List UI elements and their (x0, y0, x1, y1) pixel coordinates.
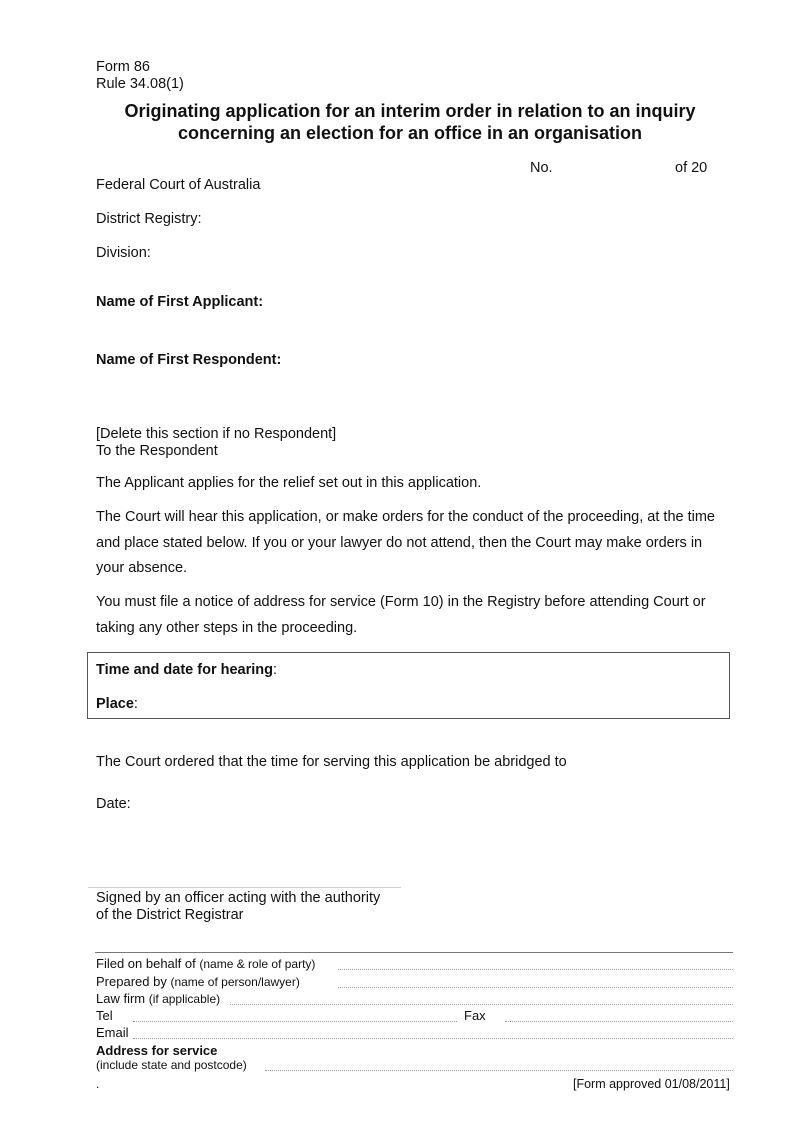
rule-reference: Rule 34.08(1) (96, 76, 184, 92)
district-registry-label: District Registry: (96, 211, 202, 227)
hearing-place-colon: : (133, 696, 138, 712)
to-respondent: To the Respondent (96, 443, 218, 459)
first-applicant-label: Name of First Applicant: (96, 294, 264, 310)
filed-on-behalf-hint: (name & role of party) (199, 957, 316, 971)
division-label: Division: (96, 245, 151, 261)
filing-divider (95, 952, 733, 953)
email-label: Email (96, 1025, 129, 1040)
address-line (265, 1070, 733, 1071)
prepared-by-field (96, 974, 300, 989)
hearing-notice-paragraph: The Court will hear this application, or make orders for the conduct of the proceeding, at the time and place stated below. If you or your lawyer do not attend, then the Court may make orders in your absence. (96, 509, 715, 576)
date-label: Date: (96, 796, 131, 812)
address-for-service-label: Address for service (96, 1043, 218, 1058)
court-name: Federal Court of Australia (96, 177, 261, 193)
signature-line-2: of the District Registrar (96, 907, 244, 923)
tel-label: Tel (96, 1008, 113, 1023)
signature-line (88, 887, 401, 888)
prepared-by-line (338, 987, 733, 988)
signature-line-1: Signed by an officer acting with the authority (96, 890, 381, 906)
address-hint: (include state and postcode) (96, 1058, 247, 1072)
filed-on-behalf-line (338, 969, 733, 970)
fax-line (505, 1021, 733, 1022)
footer-dot: . (96, 1077, 100, 1091)
law-firm-line (230, 1004, 733, 1005)
delete-section-note: [Delete this section if no Respondent] (96, 426, 337, 442)
case-no-label: No. (530, 160, 553, 176)
law-firm-field (96, 991, 220, 1006)
abridged-statement: The Court ordered that the time for serving this application be abridged to (96, 754, 567, 770)
hearing-place-field (96, 696, 138, 712)
hearing-place-label: Place (96, 696, 134, 712)
prepared-by-label: Prepared by (96, 974, 167, 989)
filed-on-behalf-label: Filed on behalf of (96, 956, 196, 971)
relief-paragraph: The Applicant applies for the relief set out in this application. (96, 475, 482, 491)
email-line (133, 1038, 733, 1039)
form-number: Form 86 (96, 59, 150, 75)
first-respondent-label: Name of First Respondent: (96, 352, 282, 368)
title-line-1: Originating application for an interim order in relation to an inquiry (124, 101, 696, 121)
hearing-time-field (96, 662, 277, 678)
address-service-paragraph: You must file a notice of address for service (Form 10) in the Registry before attending Court or taking any other steps in the proceeding. (96, 594, 706, 636)
case-year-label: of 20 (675, 160, 708, 176)
hearing-time-label: Time and date for hearing (96, 662, 273, 678)
filed-on-behalf-field (96, 956, 315, 971)
prepared-by-hint: (name of person/lawyer) (170, 975, 300, 989)
tel-line (133, 1021, 457, 1022)
page-title (60, 100, 760, 144)
form-approved-note: [Form approved 01/08/2011] (573, 1077, 730, 1091)
law-firm-hint: (if applicable) (148, 992, 221, 1006)
title-line-2: concerning an election for an office in an organisation (177, 123, 643, 143)
hearing-time-colon: : (273, 662, 278, 678)
fax-label: Fax (464, 1008, 486, 1023)
law-firm-label: Law firm (96, 991, 146, 1006)
